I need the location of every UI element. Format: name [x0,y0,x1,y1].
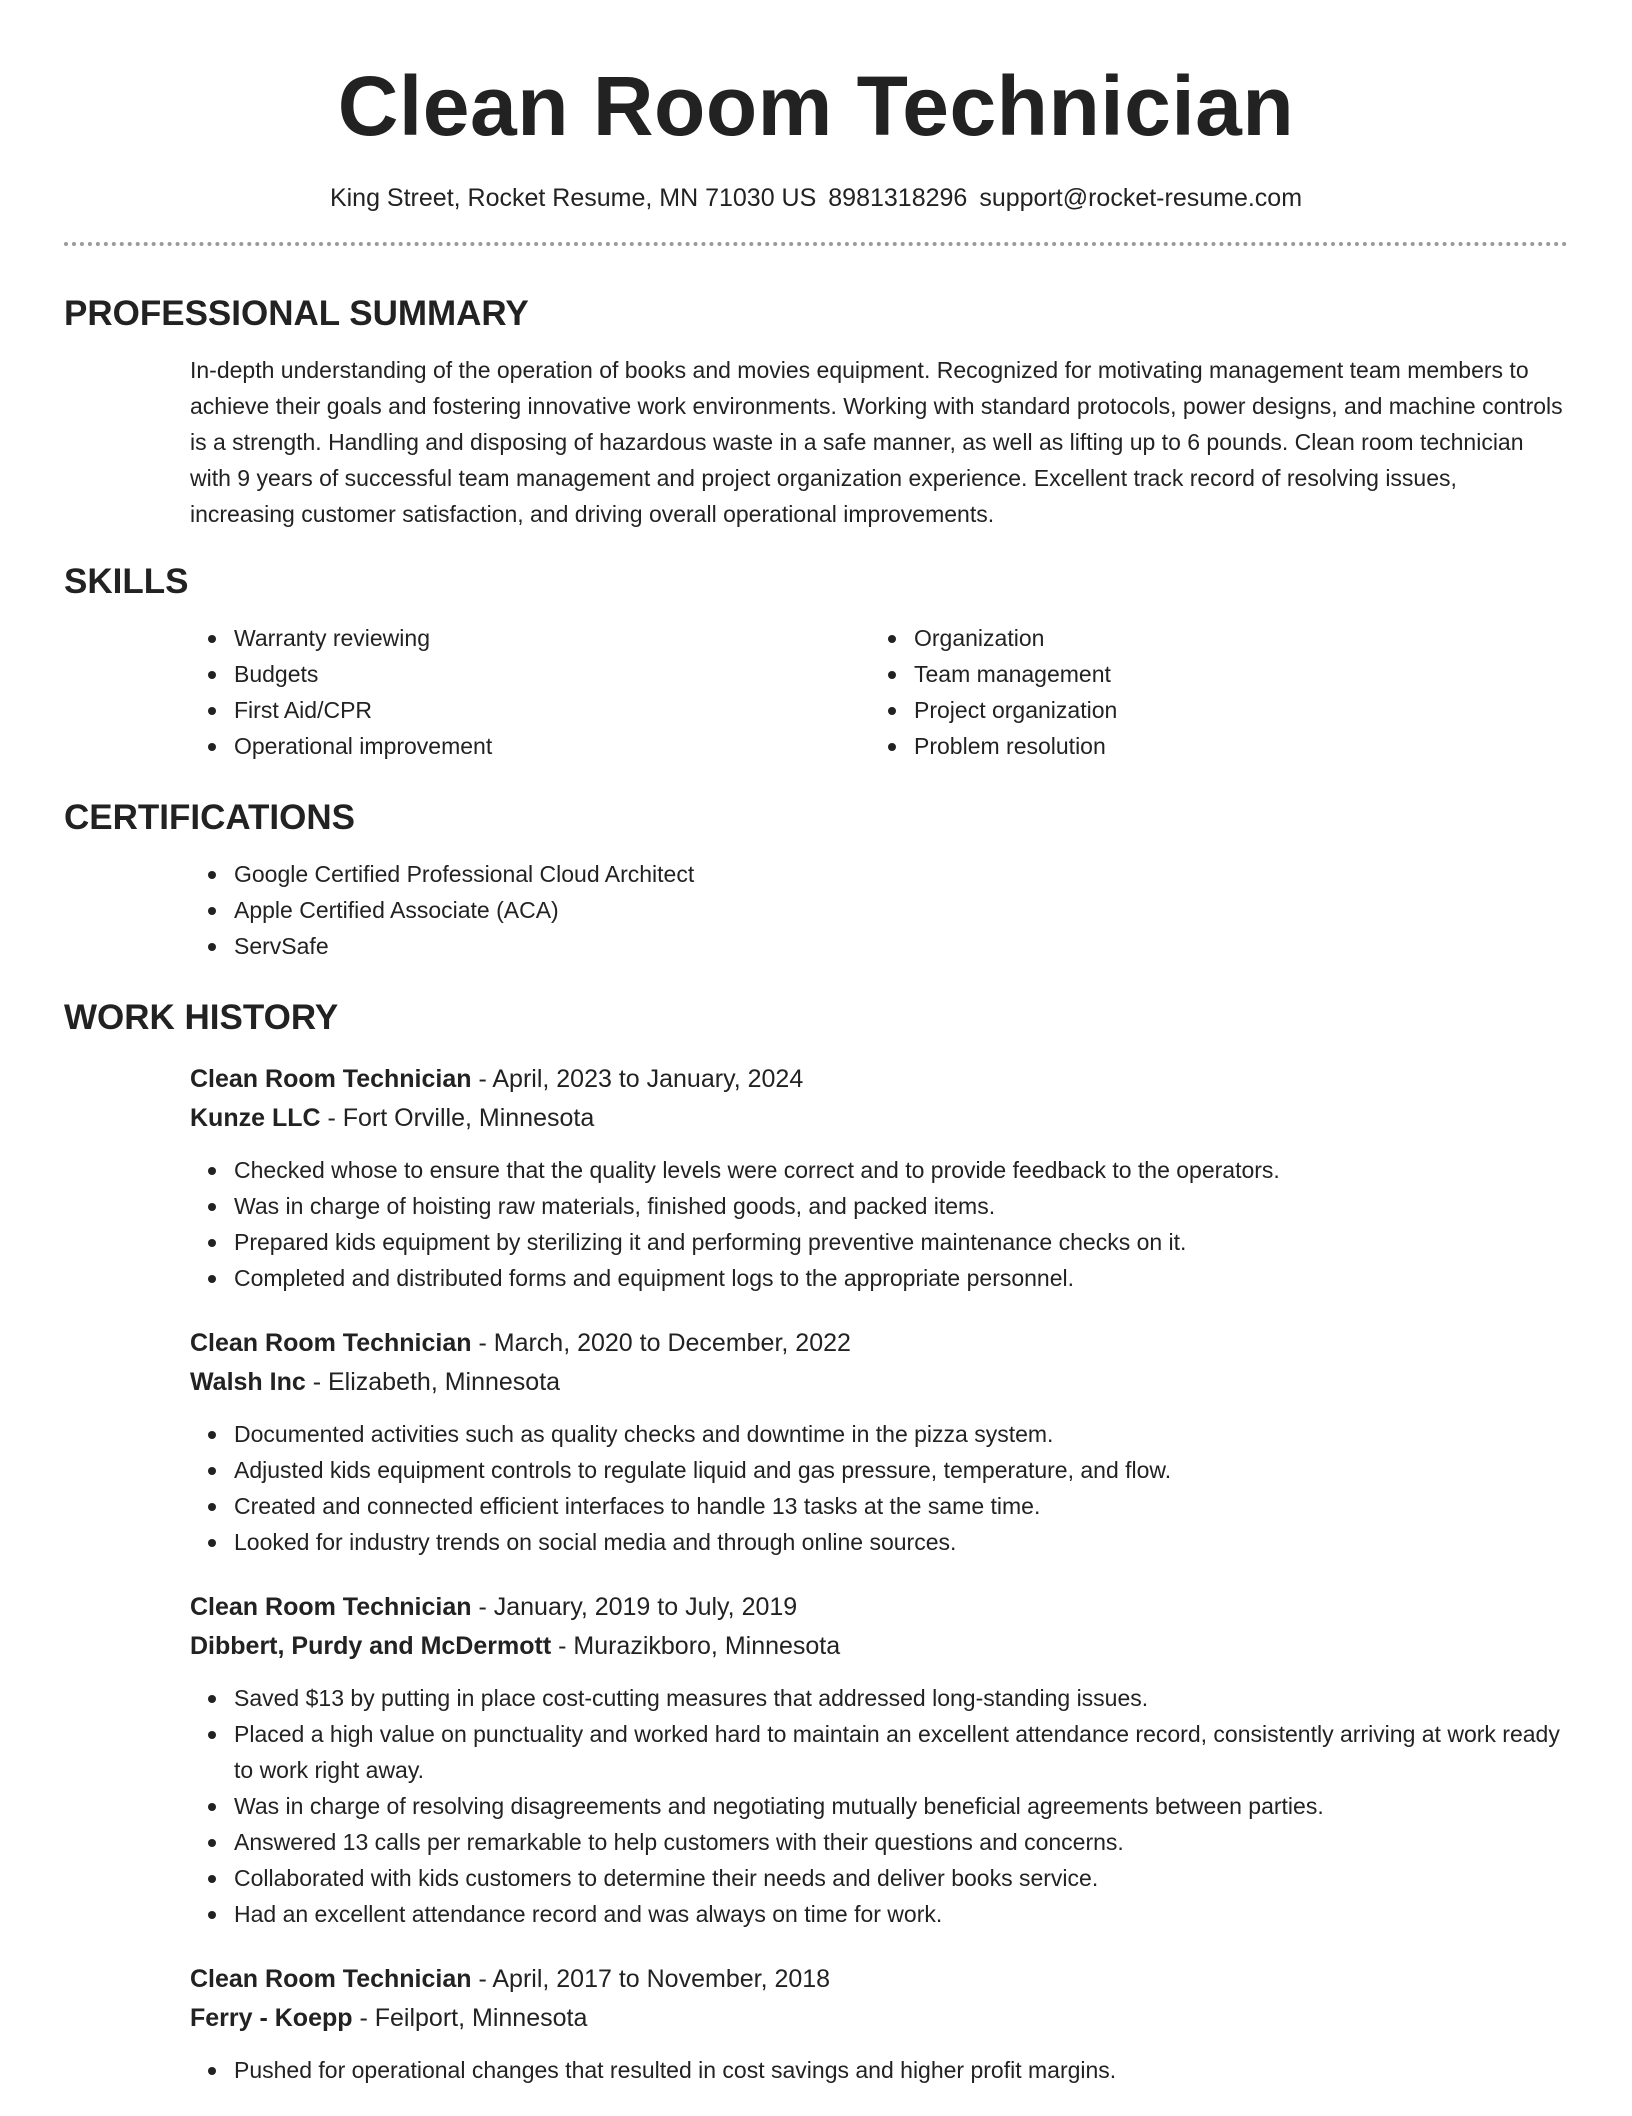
job-company: Dibbert, Purdy and McDermott [190,1632,552,1660]
list-item: Was in charge of resolving disagreements and negotiating mutually beneficial agreements between parties. [234,1788,1568,1824]
job-dates: - March, 2020 to December, 2022 [471,1329,851,1357]
candidate-name: Clean Room Technician [337,59,1295,153]
job-role: Clean Room Technician [190,1965,472,1993]
list-item: Documented activities such as quality checks and downtime in the pizza system. [234,1416,1568,1452]
job-bullets [190,2052,1568,2088]
job-title-line [190,1588,1568,1627]
job-role: Clean Room Technician [190,1065,472,1093]
skills-section [64,560,1568,764]
list-item: Answered 13 calls per remarkable to help customers with their questions and concerns. [234,1824,1568,1860]
certifications-heading: CERTIFICATIONS [64,798,356,837]
list-item: Collaborated with kids customers to determine their needs and deliver books service. [234,1860,1568,1896]
list-item: Saved $13 by putting in place cost-cutting measures that addressed long-standing issues. [234,1680,1568,1716]
skills-list-right [870,620,1550,764]
contact-address: King Street, Rocket Resume, MN 71030 US [329,184,817,212]
certifications-list [190,856,1568,964]
skills-list-left [190,620,870,764]
list-item: Had an excellent attendance record and was always on time for work. [234,1896,1568,1932]
job-company-line [190,1627,1568,1666]
contact-phone: 8981318296 [828,184,968,212]
job-location: - Feilport, Minnesota [352,2004,588,2032]
job-entry [190,1588,1568,1932]
job-company-line [190,1363,1568,1402]
list-item: Budgets [234,656,870,692]
list-item: Placed a high value on punctuality and worked hard to maintain an excellent attendance record, consistently arriving at work ready to work right away. [234,1716,1568,1788]
job-company-line [190,1999,1568,2038]
work-history-section [64,996,1568,2088]
list-item: Google Certified Professional Cloud Architect [234,856,1568,892]
contact-email: support@rocket-resume.com [979,184,1303,212]
list-item: Organization [914,620,1550,656]
summary-text: In-depth understanding of the operation of books and movies equipment. Recognized for motivating management team members to achieve their goals and fostering innovative work environments. Working with standard protocols, power designs, and machine controls is a strength. Handling and disposing of hazardous waste in a safe manner, as well as lifting up to 6 pounds. Clean room technician with 9 years of successful team management and project organization experience. Excellent track record of resolving issues, increasing customer satisfaction, and driving overall operational improvements. [190,357,1563,527]
job-location: - Murazikboro, Minnesota [551,1632,841,1660]
resume-header [64,56,1568,246]
job-dates: - January, 2019 to July, 2019 [471,1593,798,1621]
resume-page [64,0,1568,2116]
list-item: First Aid/CPR [234,692,870,728]
job-bullets [190,1680,1568,1932]
list-item: Checked whose to ensure that the quality levels were correct and to provide feedback to the operators. [234,1152,1568,1188]
job-entry [190,1060,1568,1296]
summary-heading: PROFESSIONAL SUMMARY [64,294,529,333]
job-role: Clean Room Technician [190,1329,472,1357]
job-role: Clean Room Technician [190,1593,472,1621]
list-item: Adjusted kids equipment controls to regulate liquid and gas pressure, temperature, and flow. [234,1452,1568,1488]
job-title-line [190,1324,1568,1363]
list-item: ServSafe [234,928,1568,964]
work-history-heading: WORK HISTORY [64,998,339,1037]
job-dates: - April, 2023 to January, 2024 [471,1065,804,1093]
list-item: Created and connected efficient interfaces to handle 13 tasks at the same time. [234,1488,1568,1524]
list-item: Warranty reviewing [234,620,870,656]
job-bullets [190,1152,1568,1296]
job-company-line [190,1099,1568,1138]
job-bullets [190,1416,1568,1560]
list-item: Project organization [914,692,1550,728]
job-dates: - April, 2017 to November, 2018 [471,1965,831,1993]
contact-line [64,180,1568,216]
job-company: Walsh Inc [190,1368,306,1396]
job-location: - Fort Orville, Minnesota [320,1104,595,1132]
list-item: Team management [914,656,1550,692]
job-entry [190,1960,1568,2088]
header-divider [64,242,1568,246]
job-title-line [190,1060,1568,1099]
list-item: Looked for industry trends on social media and through online sources. [234,1524,1568,1560]
job-company: Kunze LLC [190,1104,321,1132]
job-location: - Elizabeth, Minnesota [305,1368,561,1396]
job-title-line [190,1960,1568,1999]
job-entry [190,1324,1568,1560]
list-item: Apple Certified Associate (ACA) [234,892,1568,928]
list-item: Prepared kids equipment by sterilizing it and performing preventive maintenance checks on it. [234,1224,1568,1260]
list-item: Pushed for operational changes that resulted in cost savings and higher profit margins. [234,2052,1568,2088]
list-item: Operational improvement [234,728,870,764]
list-item: Problem resolution [914,728,1550,764]
summary-section [64,292,1568,532]
list-item: Completed and distributed forms and equipment logs to the appropriate personnel. [234,1260,1568,1296]
job-company: Ferry - Koepp [190,2004,353,2032]
skills-heading: SKILLS [64,562,189,601]
certifications-section [64,796,1568,964]
list-item: Was in charge of hoisting raw materials, finished goods, and packed items. [234,1188,1568,1224]
